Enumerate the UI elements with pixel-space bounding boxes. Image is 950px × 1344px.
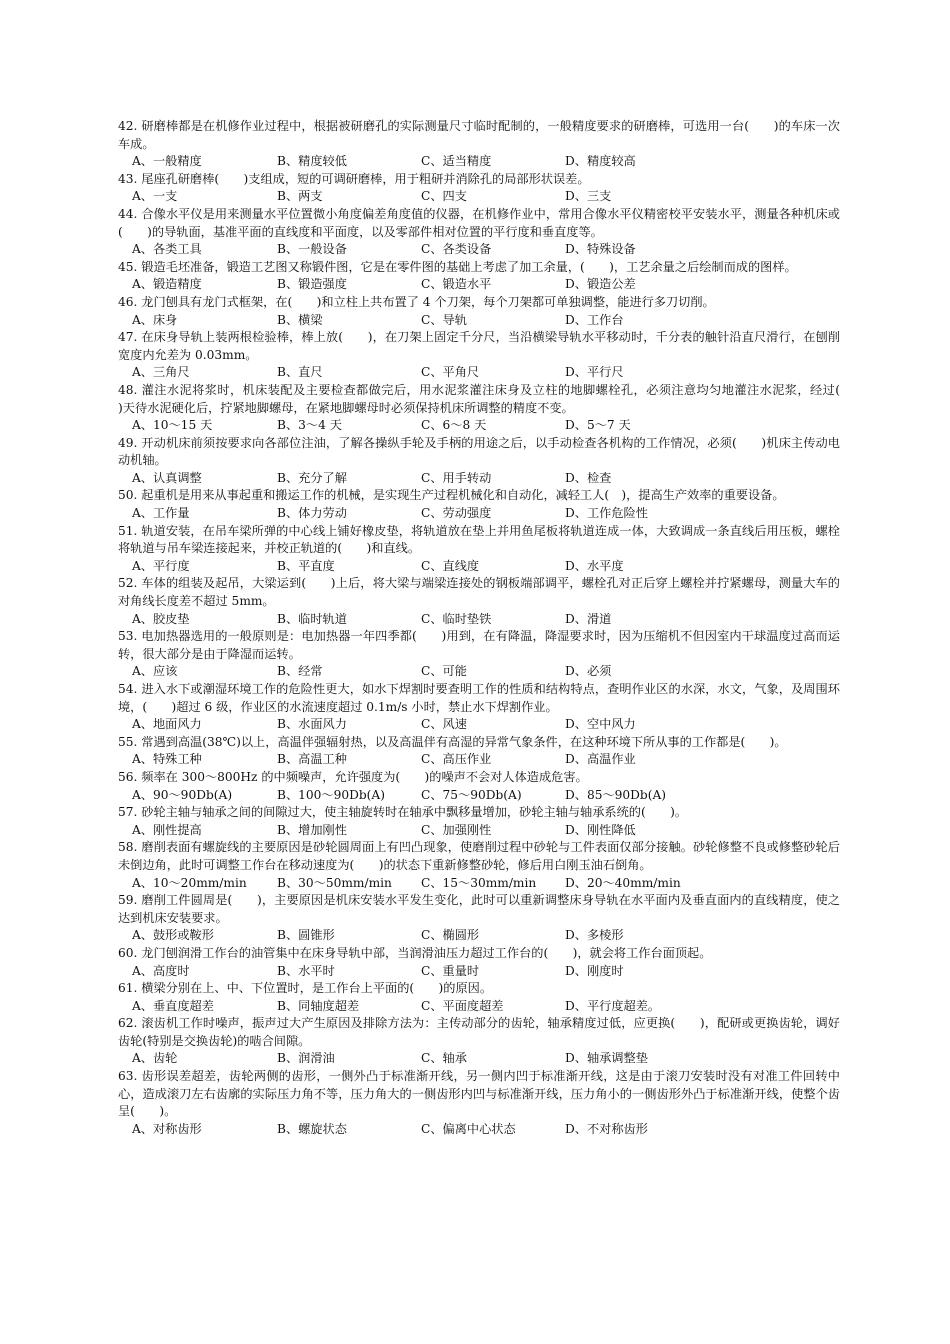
question-text: 49. 开动机床前须按要求向各部位注油，了解各操纵手轮及手柄的用途之后，以手动检查各机构的工作情况，必须( )机床主传动电动机轴。	[118, 435, 840, 468]
answer-option: C、风速	[421, 717, 467, 732]
question-text: 61. 横梁分别在上、中、下位置时，是工作台上平面的( )的原因。	[118, 981, 493, 996]
answer-option: A、一支	[132, 189, 178, 204]
answer-option: D、刚度时	[565, 963, 624, 978]
answer-option: A、应该	[132, 664, 178, 679]
answer-option: A、工作量	[132, 506, 190, 521]
question-text: 62. 滚齿机工作时噪声，振声过大产生原因及排除方法为：主传动部分的齿轮，轴承精度过低，应更换( )，配研或更换齿轮，调好齿轮(特别是交换齿轮)的啮合间隙。	[118, 1016, 840, 1048]
answer-option: D、刚性降低	[565, 822, 636, 837]
answer-option: A、锻造精度	[132, 277, 202, 292]
question-text: 58. 磨削表面有螺旋线的主要原因是砂轮圆周面上有凹凸现象，使磨削过程中砂轮与工件表面仅部分接触。砂轮修整不良或修整砂轮后未倒边角，此时可调整工作台在移动速度为( )的状态下重新修整砂轮，修后用白刚玉油石倒角。	[118, 840, 840, 872]
answer-option: B、锻造强度	[277, 277, 347, 292]
answer-option: C、高压作业	[421, 752, 492, 767]
answer-options	[132, 1121, 840, 1139]
answer-option: D、多棱形	[565, 928, 624, 943]
question-text: 44. 合像水平仪是用来测量水平位置微小角度偏差角度值的仪器，在机修作业中，常用合像水平仪精密校平安装水平，测量各种机床或( )的导轨面，基准平面的直线度和平面度，以及零部件相对位置的平行度和垂直度等。	[118, 206, 840, 239]
answer-option: C、适当精度	[421, 154, 492, 169]
question-text: 54. 进入水下或潮湿环境工作的危险性更大，如水下焊割时要查明工作的性质和结构特点，查明作业区的水深，水文，气象，及周围环境，( )超过 6 级，作业区的水流速度超过 0.1m/s 小时，禁止水下焊割作业。	[118, 682, 840, 714]
answer-option: B、高温工种	[277, 752, 347, 767]
answer-option: A、胶皮垫	[132, 611, 190, 626]
answer-options	[132, 822, 840, 840]
answer-option: D、精度较高	[565, 154, 636, 169]
answer-option: D、轴承调整垫	[565, 1051, 648, 1066]
answer-option: C、平角尺	[421, 365, 480, 380]
answer-option: B、充分了解	[277, 470, 347, 485]
answer-option: D、特殊设备	[565, 242, 636, 257]
answer-option: B、30～50mm/min	[277, 875, 392, 890]
answer-option: C、轴承	[421, 1051, 467, 1066]
question-text: 53. 电加热器选用的一般原则是：电加热器一年四季都( )用到，在有降温，降湿要求时，因为压缩机不但因室内干球温度过高而运转，很大部分是由于降湿而运转。	[118, 629, 840, 661]
answer-option: D、不对称齿形	[565, 1121, 648, 1136]
answer-option: B、水平时	[277, 963, 335, 978]
answer-option: B、体力劳动	[277, 506, 347, 521]
answer-option: D、工作台	[565, 312, 624, 327]
question-text: 60. 龙门刨润滑工作台的油管集中在床身导轨中部，当润滑油压力超过工作台的( )，就会将工作台面顶起。	[118, 945, 712, 960]
answer-option: B、两支	[277, 189, 323, 204]
answer-options	[132, 417, 840, 435]
answer-option: B、润滑油	[277, 1051, 335, 1066]
answer-option: B、螺旋状态	[277, 1121, 347, 1136]
answer-option: B、临时轨道	[277, 611, 347, 626]
answer-option: D、5～7 天	[565, 418, 631, 433]
answer-option: B、一般设备	[277, 242, 347, 257]
question-text: 45. 锻造毛坯准备，锻造工艺图又称锻件图，它是在零件图的基础上考虑了加工余量，( )，工艺余量之后绘制而成的图样。	[118, 259, 797, 274]
answer-option: A、高度时	[132, 963, 190, 978]
answer-option: A、10～20mm/min	[132, 875, 247, 890]
answer-option: C、椭圆形	[421, 928, 480, 943]
answer-option: C、劳动强度	[421, 506, 492, 521]
answer-option: D、工作危险性	[565, 506, 648, 521]
document-page	[118, 118, 865, 1138]
answer-option: B、横梁	[277, 312, 323, 327]
answer-option: C、6～8 天	[421, 418, 487, 433]
answer-option: C、四支	[421, 189, 467, 204]
question-text: 59. 磨削工件圆周是( )，主要原因是机床安装水平发生变化，此时可以重新调整床身导轨在水平面内及垂直面内的直线精度，使之达到机床安装要求。	[118, 893, 840, 925]
answer-option: A、认真调整	[132, 470, 202, 485]
answer-option: A、齿轮	[132, 1051, 178, 1066]
answer-option: C、15～30mm/min	[421, 875, 537, 890]
answer-option: A、对称齿形	[132, 1121, 202, 1136]
answer-options	[132, 276, 840, 294]
answer-option: A、地面风力	[132, 717, 202, 732]
answer-option: A、鼓形或鞍形	[132, 928, 214, 943]
answer-option: D、必须	[565, 664, 612, 679]
question-text: 57. 砂轮主轴与轴承之间的间隙过大，使主轴旋转时在轴承中飘移量增加，砂轮主轴与轴承系统的( )。	[118, 805, 688, 820]
question-text: 42. 研磨棒都是在机修作业过程中，根据被研磨孔的实际测量尺寸临时配制的，一般精度要求的研磨棒，可选用一台( )的车床一次车成。	[118, 119, 840, 151]
answer-option: B、同轴度超差	[277, 998, 360, 1013]
answer-option: C、重量时	[421, 963, 480, 978]
answer-option: B、直尺	[277, 365, 323, 380]
answer-option: C、临时垫铁	[421, 611, 492, 626]
answer-option: C、各类设备	[421, 242, 492, 257]
answer-option: A、各类工具	[132, 242, 202, 257]
answer-option: A、三角尺	[132, 365, 190, 380]
answer-option: D、空中风力	[565, 717, 636, 732]
answer-option: C、导轨	[421, 312, 467, 327]
answer-options	[132, 558, 840, 576]
answer-option: B、水面风力	[277, 717, 347, 732]
answer-option: D、平行度超差。	[565, 998, 661, 1013]
answer-option: A、床身	[132, 312, 178, 327]
question-text: 48. 灌注水泥将浆时，机床装配及主要检查都做完后，用水泥浆灌注床身及立柱的地脚螺栓孔，必须注意均匀地灌注水泥浆，经过( )天待水泥硬化后，拧紧地脚螺母，在紧地脚螺母时必须保持机床所调整的精度不变。	[118, 382, 865, 415]
answer-option: A、平行度	[132, 558, 190, 573]
answer-option: C、加强刚性	[421, 822, 492, 837]
question-text: 63. 齿形误差超差，齿轮两侧的齿形，一侧外凸于标准渐开线，另一侧内凹于标准渐开线，这是由于滚刀安装时没有对准工件回转中心，造成滚刀左右齿廓的实际压力角不等，压力角大的一侧齿形内凹与标准渐开线，压力角小的一侧齿形外凸于标准渐开线，使整个齿呈( )。	[118, 1069, 840, 1119]
answer-option: B、平直度	[277, 558, 335, 573]
answer-option: A、刚性提高	[132, 822, 202, 837]
answer-options	[132, 751, 840, 769]
question-text: 52. 车体的组装及起吊，大梁运到( )上后，将大梁与端梁连接处的钢板端部调平，螺栓孔对正后穿上螺栓并拧紧螺母，测量大车的对角线长度差不超过 5mm。	[118, 576, 840, 609]
answer-option: B、圆锥形	[277, 928, 335, 943]
answer-option: D、锻造公差	[565, 277, 636, 292]
answer-option: A、垂直度超差	[132, 998, 214, 1013]
answer-options	[132, 875, 840, 893]
answer-options	[132, 312, 840, 330]
answer-option: D、85～90Db(A)	[565, 787, 667, 802]
answer-option: D、平行尺	[565, 365, 624, 380]
answer-options	[132, 188, 840, 206]
answer-option: C、直线度	[421, 558, 480, 573]
answer-options	[132, 505, 840, 523]
answer-option: B、经常	[277, 664, 323, 679]
question-text: 47. 在床身导轨上装两根检验棒，棒上放( )，在刀架上固定千分尺，当沿横梁导轨水平移动时，千分表的触针沿直尺滑行，在刨削宽度内允差为 0.03mm。	[118, 330, 840, 362]
answer-option: D、高温作业	[565, 752, 636, 767]
answer-option: D、检查	[565, 470, 612, 485]
answer-options	[132, 998, 840, 1016]
answer-option: A、特殊工种	[132, 752, 202, 767]
answer-option: D、水平度	[565, 558, 624, 573]
answer-option: D、20～40mm/min	[565, 875, 681, 890]
answer-option: C、平面度超差	[421, 998, 504, 1013]
answer-options	[132, 364, 840, 382]
answer-options	[132, 787, 840, 805]
answer-option: C、用手转动	[421, 470, 492, 485]
answer-option: B、增加刚性	[277, 822, 347, 837]
answer-option: C、偏离中心状态	[421, 1121, 516, 1136]
answer-option: D、滑道	[565, 611, 612, 626]
answer-option: B、100～90Db(A)	[277, 787, 385, 802]
answer-options	[132, 611, 840, 629]
answer-options	[132, 663, 840, 681]
answer-option: A、90～90Db(A)	[132, 787, 233, 802]
question-text: 51. 轨道安装，在吊车梁所弹的中心线上铺好橡皮垫，将轨道放在垫上并用鱼尾板将轨道连成一体，大致调成一条直线后用压板，螺栓将轨道与吊车梁连接起来，并校正轨道的( )和直线。	[118, 523, 840, 556]
answer-options	[132, 963, 840, 981]
answer-options	[132, 927, 840, 945]
answer-options	[132, 153, 840, 171]
answer-option: C、可能	[421, 664, 467, 679]
question-text: 43. 尾座孔研磨棒( )支组成，短的可调研磨棒，用于粗研并消除孔的局部形状误差。	[118, 171, 590, 186]
answer-options	[132, 470, 840, 488]
answer-option: B、精度较低	[277, 154, 347, 169]
question-text: 55. 常遇到高温(38℃)以上，高温伴强辐射热，以及高温伴有高湿的异常气象条件，在这种环境下所从事的工作都是( )。	[118, 734, 787, 749]
question-text: 56. 频率在 300～800Hz 的中频噪声，允许强度为( )的噪声不会对人体造成危害。	[118, 769, 588, 784]
question-text: 46. 龙门刨具有龙门式框架，在( )和立柱上共布置了 4 个刀架，每个刀架都可单独调整，能进行多刀切削。	[118, 294, 715, 309]
question-text: 50. 起重机是用来从事起重和搬运工作的机械，是实现生产过程机械化和自动化，减轻工人( )，提高生产效率的重要设备。	[118, 488, 785, 503]
answer-options	[132, 241, 840, 259]
answer-option: D、三支	[565, 189, 612, 204]
answer-option: C、锻造水平	[421, 277, 492, 292]
answer-option: B、3～4 天	[277, 418, 342, 433]
answer-option: C、75～90Db(A)	[421, 787, 522, 802]
answer-options	[132, 1050, 840, 1068]
answer-option: A、一般精度	[132, 154, 202, 169]
answer-options	[132, 716, 840, 734]
answer-option: A、10～15 天	[132, 418, 213, 433]
